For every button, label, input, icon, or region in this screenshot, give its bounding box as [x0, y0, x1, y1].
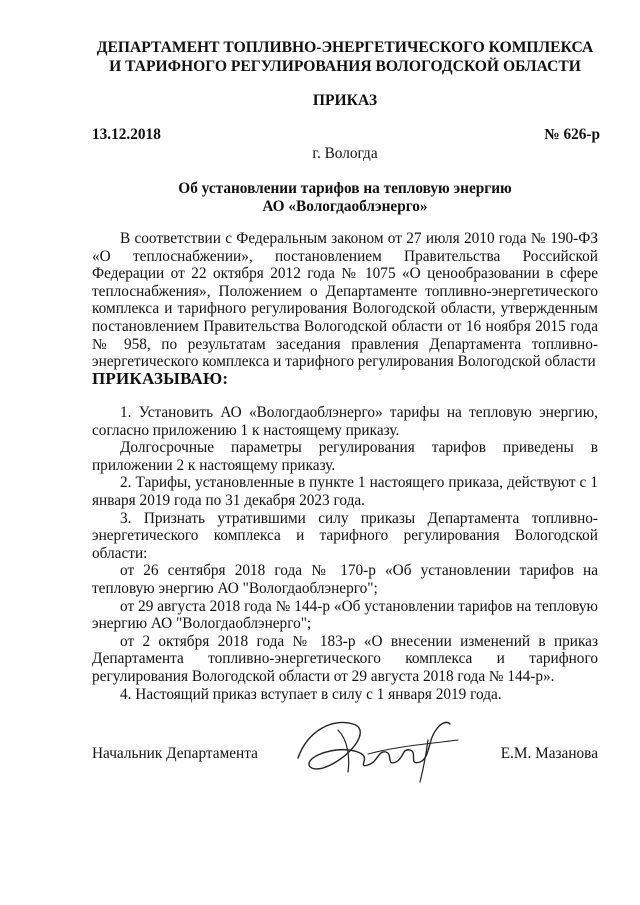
- item-1-note: Долгосрочные параметры регулирования тарифов приведены в приложении 2 к настоящему приказу.: [92, 439, 598, 474]
- item-3-a: от 26 сентября 2018 года № 170-р «Об установлении тарифов на тепловую энергию АО "Вологдаоблэнерго";: [92, 562, 598, 597]
- order-items: [92, 404, 598, 703]
- item-4: 4. Настоящий приказ вступает в силу с 1 января 2019 года.: [120, 685, 502, 703]
- department-line-1: ДЕПАРТАМЕНТ ТОПЛИВНО-ЭНЕРГЕТИЧЕСКОГО КОМПЛЕКСА: [96, 39, 594, 56]
- handwritten-signature: [278, 710, 468, 790]
- subject-line-1: Об установлении тарифов на тепловую энергию: [178, 180, 512, 197]
- signer-name: Е.М. Мазанова: [500, 745, 598, 762]
- item-2: 2. Тарифы, установленные в пункте 1 настоящего приказа, действуют с 1 января 2019 года по 31 декабря 2023 года.: [92, 474, 598, 509]
- preamble-paragraph: В соответствии с Федеральным законом от 27 июля 2010 года № 190-ФЗ «О теплоснабжении», постановлением Правительства Российской Федерации от 22 октября 2012 года № 1075 «О ценообразовании в сфере теплоснабжения», Положением о Департаменте топливно-энергетического комплекса и тарифного регулирования Вологодской области, утвержденным постановлением Правительства Вологодской области от 16 ноября 2015 года № 958, по результатам заседания правления Департамента топливно-энергетического комплекса и тарифного регулирования Вологодской области: [92, 230, 598, 371]
- order-number: № 626-р: [544, 126, 600, 143]
- document-type: ПРИКАЗ: [312, 92, 378, 109]
- order-city: г. Вологда: [312, 145, 378, 162]
- signer-title: Начальник Департамента: [92, 745, 258, 762]
- decree-word: ПРИКАЗЫВАЮ:: [92, 369, 229, 388]
- order-subject: [120, 180, 570, 216]
- item-3-b: от 29 августа 2018 года № 144-р «Об установлении тарифов на тепловую энергию АО "Вологдаоблэнерго";: [92, 597, 598, 633]
- item-3-c: от 2 октября 2018 года № 183-р «О внесении изменений в приказ Департамента топливно-энергетического комплекса и тарифного регулирования Вологодской области от 29 августа 2018 года № 144-р».: [92, 632, 598, 685]
- department-name: [70, 38, 620, 76]
- item-3: 3. Признать утратившими силу приказы Департамента топливно-энергетического комплекса и тарифного регулирования Вологодской области:: [92, 509, 598, 562]
- subject-line-2: АО «Вологдаоблэнерго»: [262, 198, 428, 215]
- order-date: 13.12.2018: [92, 126, 161, 143]
- department-line-2: И ТАРИФНОГО РЕГУЛИРОВАНИЯ ВОЛОГОДСКОЙ ОБЛАСТИ: [109, 58, 581, 75]
- item-1: 1. Установить АО «Вологдаоблэнерго» тарифы на тепловую энергию, согласно приложению 1 к настоящему приказу.: [92, 404, 598, 439]
